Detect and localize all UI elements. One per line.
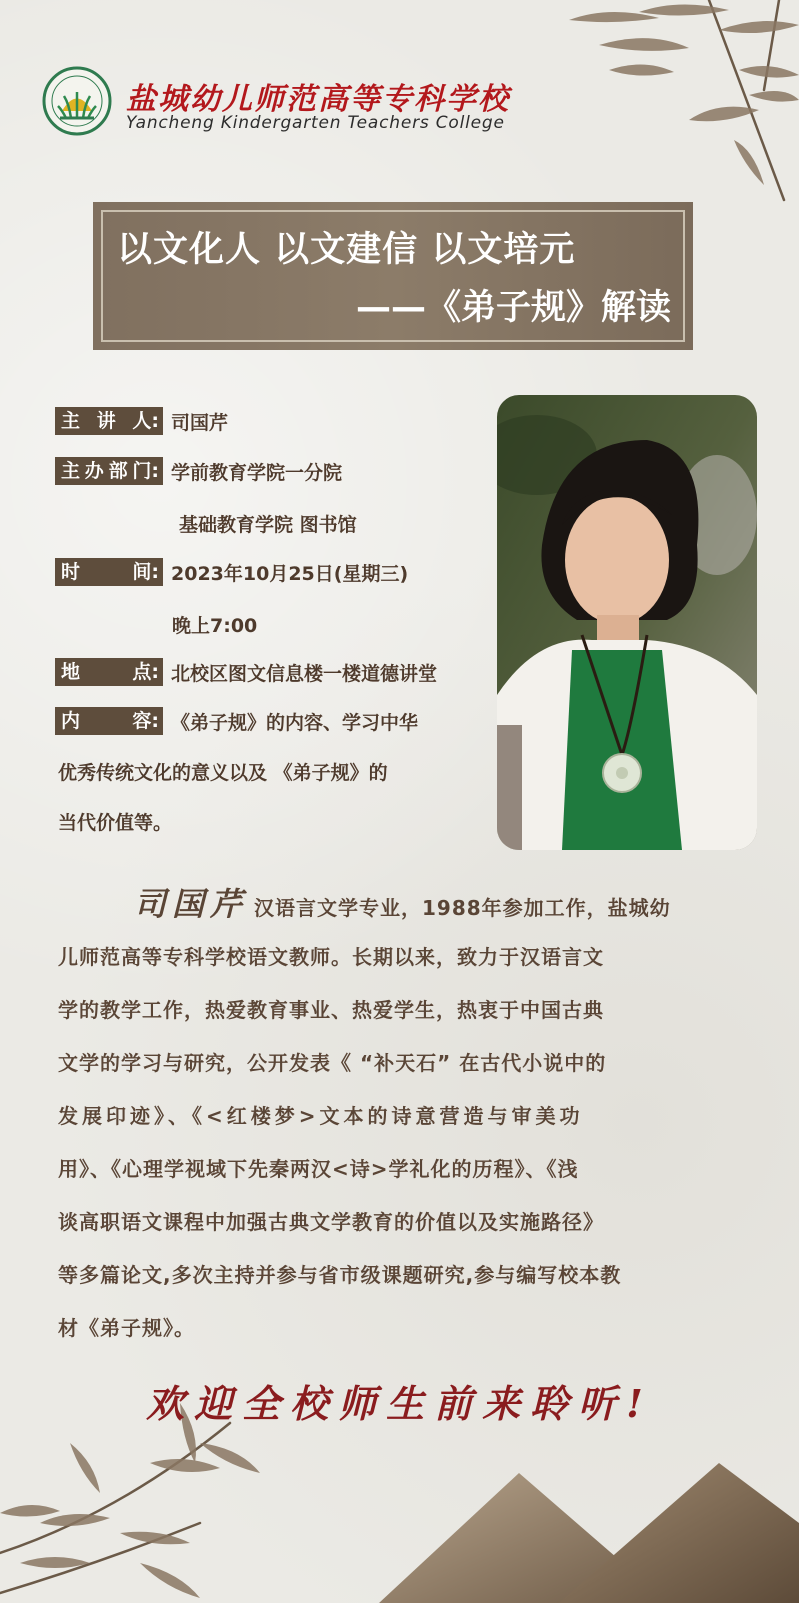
school-name-cn: 盐城幼儿师范高等专科学校	[126, 82, 510, 117]
title-banner	[93, 202, 693, 350]
content-label: 内 容:	[55, 707, 163, 735]
bio-line-8: 等多篇论文,多次主持并参与省市级课题研究,参与编写校本教	[58, 1263, 622, 1287]
title-line-2: ——《弟子规》解读	[355, 288, 671, 328]
bio-line-2: 儿师范高等专科学校语文教师。长期以来，致力于汉语言文	[58, 945, 604, 969]
bio-speaker-name: 司国芹	[134, 885, 249, 923]
school-name-en: Yancheng Kindergarten Teachers College	[126, 113, 505, 133]
bio-line-6: 用》、《心理学视域下先秦两汉<诗>学礼化的历程》、《浅	[58, 1157, 579, 1181]
speaker-portrait-icon	[497, 395, 757, 850]
organizer-value-2: 基础教育学院 图书馆	[179, 514, 357, 536]
organizer-label: 主 办 部 门:	[55, 457, 163, 485]
bio-line-9: 材《弟子规》。	[58, 1316, 195, 1340]
time-value-1: 2023年10月25日(星期三)	[171, 562, 409, 585]
speaker-label: 主 讲 人:	[55, 407, 163, 435]
place-row	[55, 657, 437, 687]
place-label: 地 点:	[55, 658, 163, 686]
bio-line-1: 司国芹 汉语言文学专业，1988年参加工作，盐城幼	[134, 885, 671, 923]
organizer-row	[55, 456, 342, 486]
place-value: 北校区图文信息楼一楼道德讲堂	[171, 662, 438, 685]
welcome-slogan: 欢迎全校师生前来聆听!	[146, 1381, 653, 1426]
content-value-1: 《弟子规》的内容、学习中华	[171, 711, 419, 734]
content-value-3: 当代价值等。	[58, 812, 173, 834]
time-value-2: 晚上7:00	[172, 615, 258, 637]
bio-line-3: 学的教学工作，热爱教育事业、热爱学生，热衷于中国古典	[58, 998, 604, 1022]
mountains-decoration-icon	[379, 1453, 799, 1603]
time-row	[55, 557, 408, 587]
time-label: 时 间:	[55, 558, 163, 586]
speaker-bio	[58, 878, 753, 1355]
organizer-value-1: 学前教育学院一分院	[171, 461, 343, 484]
content-value-2: 优秀传统文化的意义以及 《弟子规》的	[58, 762, 388, 784]
bamboo-leaves-icon	[0, 1403, 270, 1603]
bio-line-5: 发展印迹》、《<红楼梦>文本的诗意营造与审美功	[58, 1104, 584, 1128]
title-line-1: 以文化人 以文建信 以文培元	[117, 230, 576, 270]
speaker-value: 司国芹	[171, 411, 229, 434]
bio-line-4: 文学的学习与研究，公开发表《 “补天石” 在古代小说中的	[58, 1051, 607, 1075]
bamboo-decoration-icon	[569, 0, 799, 210]
content-row	[55, 706, 418, 736]
school-emblem-icon	[42, 66, 112, 136]
speaker-row	[55, 406, 228, 436]
bio-line-7: 谈高职语文课程中加强古典文学教育的价值以及实施路径》	[58, 1210, 604, 1234]
speaker-photo	[497, 395, 757, 850]
